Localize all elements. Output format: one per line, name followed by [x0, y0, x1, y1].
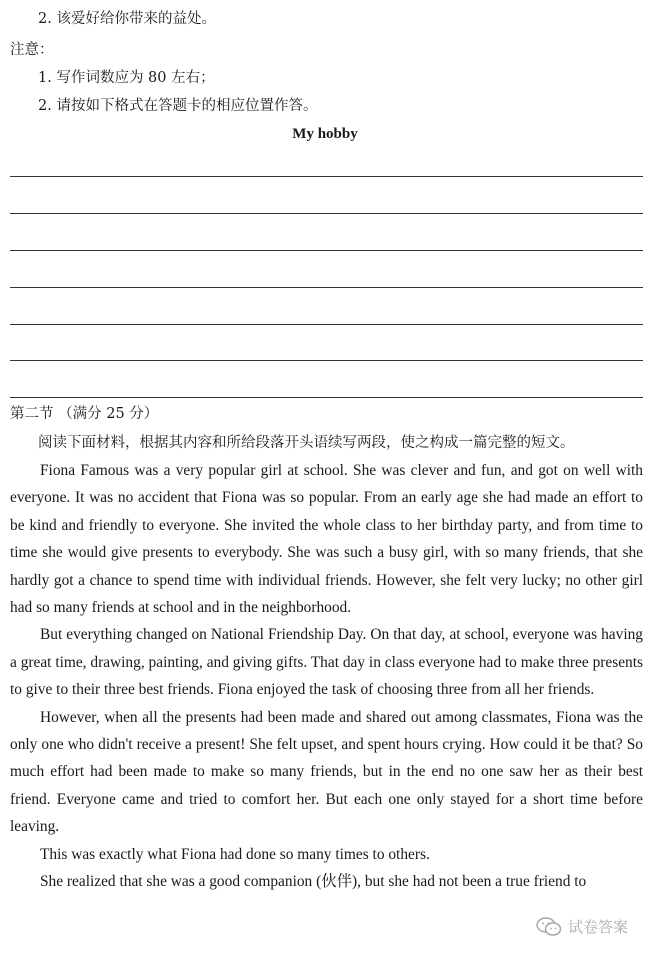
- answer-line[interactable]: [10, 176, 643, 177]
- watermark-text: 试卷答案: [567, 918, 628, 936]
- answer-line[interactable]: [10, 324, 643, 325]
- story-paragraph: However, when all the presents had been made and shared out among classmates, Fiona was the only one who didn't receive a present! She felt upset, and spent hours crying. How could it be that? So much effort had been made to make so many friends, but in the end no one saw her as their best friend. Everyone came and tried to comfort her. But each one only stayed for a short time before leaving.: [10, 708, 643, 836]
- wechat-icon: [536, 917, 562, 937]
- notes-label: 注意：: [10, 42, 54, 58]
- story-paragraph: This was exactly what Fiona had done so many times to others.: [40, 845, 430, 863]
- watermark: [536, 916, 628, 937]
- story-text: [10, 457, 643, 896]
- answer-line[interactable]: [10, 287, 643, 288]
- section-2-instruction: 阅读下面材料，根据其内容和所给段落开头语续写两段，使之构成一篇完整的短文。: [38, 435, 575, 451]
- answer-line[interactable]: [10, 360, 643, 361]
- answer-line[interactable]: [10, 397, 643, 398]
- story-paragraph: She realized that she was a good companion (伙伴), but she had not been a true friend to: [40, 873, 587, 891]
- answer-line[interactable]: [10, 250, 643, 251]
- item-2-text: 2. 该爱好给你带来的益处。: [38, 11, 216, 27]
- essay-title: My hobby: [292, 126, 358, 142]
- note-1-text: 1. 写作词数应为 80 左右；: [38, 70, 215, 86]
- story-paragraph: But everything changed on National Friendship Day. On that day, at school, everyone was having a great time, drawing, painting, and giving gifts. That day in class everyone had to make three presents to give to their three best friends. Fiona enjoyed the task of choosing three from all her friends.: [10, 626, 643, 699]
- story-paragraph: Fiona Famous was a very popular girl at school. She was clever and fun, and got on well with everyone. It was no accident that Fiona was so popular. From an early age she had made an effort to be kind and friendly to everyone. She invited the whole class to her birthday party, and from time to time she would give presents to everybody. She was such a busy girl, with so many friends, that she hardly got a chance to spend time with individual friends. However, she felt very lucky; no other girl had so many friends at school and in the neighborhood.: [10, 462, 643, 617]
- note-2-text: 2. 请按如下格式在答题卡的相应位置作答。: [38, 98, 318, 114]
- answer-line[interactable]: [10, 213, 643, 214]
- section-2-heading: 第二节 （满分 25 分）: [10, 406, 159, 422]
